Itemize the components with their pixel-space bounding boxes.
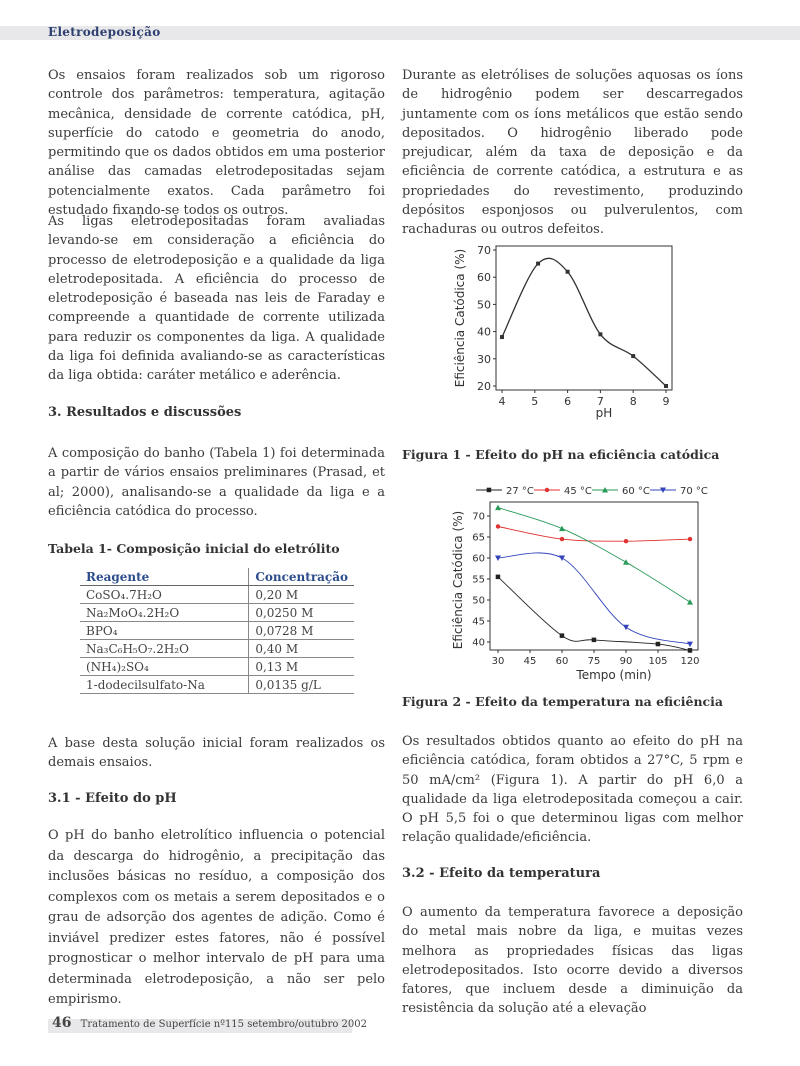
- table-cell: (NH₄)₂SO₄: [80, 658, 249, 676]
- x-tick-label: 5: [531, 395, 539, 408]
- x-tick-label: 4: [498, 395, 506, 408]
- section-3-2-heading: 3.2 - Efeito da temperatura: [402, 866, 601, 881]
- table-cell: 0,40 M: [249, 640, 354, 658]
- y-tick-label: 60: [477, 271, 491, 285]
- data-point: [496, 524, 500, 528]
- figure-1-caption: Figura 1 - Efeito do pH na eficiência catódica: [402, 447, 720, 462]
- table-caption: Tabela 1- Composição inicial do eletrólito: [48, 541, 340, 556]
- x-axis-label: Tempo (min): [576, 668, 652, 682]
- legend-label: 70 °C: [680, 486, 708, 497]
- left-paragraph-1: Os ensaios foram realizados sob um rigoroso controle dos parâmetros: temperatura, agitação mecânica, densidade de corrente catódica, pH, superfície do catodo e geometria do anodo, permitindo que os dados obtidos em uma posterior análise das camadas eletrodepositadas sejam potencialmente exatos. Cada parâmetro foi estudado fixando-se todos os outros.: [48, 68, 385, 219]
- page-number: 46: [52, 1015, 72, 1031]
- y-axis-label: Eficiência Catódica (%): [453, 248, 467, 388]
- table-cell: BPO₄: [80, 622, 249, 640]
- plot-frame: [496, 246, 672, 390]
- table-header: Reagente: [80, 568, 249, 586]
- data-point: [623, 559, 629, 565]
- x-tick-label: 8: [629, 395, 637, 408]
- table-header: Concentração: [249, 568, 354, 586]
- data-point: [560, 633, 565, 638]
- running-header: Eletrodeposição: [48, 25, 161, 39]
- data-point: [536, 262, 540, 266]
- data-point: [500, 335, 504, 339]
- x-axis-label: pH: [595, 406, 613, 420]
- x-tick-label: 6: [564, 395, 572, 408]
- plot-frame: [490, 502, 698, 650]
- table-row: [80, 586, 354, 604]
- figure-2-chart: [446, 482, 708, 690]
- data-point: [664, 384, 668, 388]
- legend-label: 60 °C: [622, 486, 650, 497]
- x-tick-label: 45: [523, 656, 537, 667]
- data-point: [624, 539, 628, 543]
- figure-2-caption: Figura 2 - Efeito da temperatura na eficiência: [402, 694, 724, 709]
- x-tick-label: 90: [619, 656, 633, 667]
- right-paragraph-3: O aumento da temperatura favorece a deposição do metal mais nobre da liga, e muitas vezes melhora as propriedades físicas das ligas eletrodepositados. Isto ocorre devido a diversos fatores, que incluem desde a diminuição da resistência da solução até a elevação: [402, 905, 743, 1017]
- table-cell: Na₂MoO₄.2H₂O: [80, 604, 249, 622]
- table-row: [80, 622, 354, 640]
- x-tick-label: 7: [596, 395, 604, 408]
- table-row: [80, 640, 354, 658]
- data-point: [592, 638, 597, 643]
- right-paragraph-2: Os resultados obtidos quanto ao efeito do pH na eficiência catódica, foram obtidos a 27°C, 5 rpm e 50 mA/cm² (Figura 1). A partir do pH 6,0 a qualidade da liga eletrodepositada começou a cair. O pH 5,5 foi o que determinou ligas com melhor relação qualidade/eficiência.: [402, 734, 743, 846]
- data-point: [495, 505, 501, 511]
- table-cell: 0,20 M: [249, 586, 354, 604]
- y-tick-label: 50: [472, 595, 485, 607]
- table-cell: 0,0728 M: [249, 622, 354, 640]
- figure-1-chart: [446, 236, 694, 436]
- y-axis-label: Eficiência Catódica (%): [451, 510, 465, 650]
- series-line: [498, 527, 690, 542]
- y-tick-label: 70: [472, 511, 485, 523]
- data-point: [545, 488, 549, 492]
- table-cell: 1-dodecilsulfato-Na: [80, 676, 249, 694]
- x-tick-label: 120: [680, 656, 700, 667]
- table-row: [80, 676, 354, 694]
- left-paragraph-3: A composição do banho (Tabela 1) foi determinada a partir de vários ensaios preliminares (Prasad, et al; 2000), analisando-se a qualidade da liga e a eficiência catódica do processo.: [48, 446, 385, 519]
- legend-label: 45 °C: [564, 486, 592, 497]
- left-paragraph-2: As ligas eletrodepositadas foram avaliadas levando-se em consideração a eficiência do processo de eletrodeposição e a qualidade da liga eletrodepositada. A eficiência do processo de eletrodeposição é baseada nas leis de Faraday e compreende a quantidade de corrente utilizada para reduzir os componentes da liga. A qualidade da liga foi definida avaliando-se as características da liga obtida: caráter metálico e aderência.: [48, 214, 385, 384]
- composition-table: [80, 568, 354, 694]
- data-point: [559, 556, 565, 562]
- y-tick-label: 20: [477, 380, 491, 393]
- right-paragraph-1: Durante as eletrólises de soluções aquosas os íons de hidrogênio podem ser descarregados juntamente com os íons metálicos que estão sendo depositados. O hidrogênio liberado pode prejudicar, além da taxa de deposição e da eficiência de corrente catódica, a estrutura e as propriedades do revestimento, produzindo depósitos esponjosos ou pulverulentos, com rachaduras ou outros defeitos.: [402, 68, 743, 238]
- data-point: [598, 332, 602, 336]
- data-point: [688, 537, 692, 541]
- legend-label: 27 °C: [506, 486, 534, 497]
- y-tick-label: 60: [472, 553, 485, 565]
- data-point: [688, 648, 693, 653]
- y-tick-label: 50: [477, 298, 491, 312]
- section-3-1-heading: 3.1 - Efeito do pH: [48, 791, 177, 806]
- footer: [52, 1015, 367, 1031]
- left-paragraph-5: O pH do banho eletrolítico influencia o potencial da descarga do hidrogênio, a precipitação das inclusões básicas no resíduo, a composição dos complexos com os metais a serem depositados e o grau de adsorção dos agentes de adição. Como é inviável predizer estes fatores, não é possível prognosticar o melhor intervalo de pH para uma determinada eletrodeposição, a não ser pelo empirismo.: [48, 828, 385, 1007]
- y-tick-label: 70: [477, 244, 491, 257]
- table-header-row: [80, 568, 354, 586]
- y-tick-label: 55: [472, 574, 485, 586]
- table-cell: 0,0250 M: [249, 604, 354, 622]
- section-3-heading: 3. Resultados e discussões: [48, 405, 242, 420]
- journal-info: Tratamento de Superfície nº115 setembro/outubro 2002: [80, 1019, 368, 1030]
- y-tick-label: 40: [472, 637, 485, 649]
- series-line: [498, 553, 690, 644]
- data-point: [631, 354, 635, 358]
- y-tick-label: 30: [477, 352, 491, 366]
- x-tick-label: 60: [555, 656, 569, 667]
- data-point: [496, 575, 501, 580]
- y-tick-label: 45: [472, 616, 485, 628]
- series-line: [502, 258, 666, 386]
- x-tick-label: 75: [587, 656, 601, 667]
- data-point: [566, 270, 570, 274]
- series-line: [498, 508, 690, 602]
- x-tick-label: 105: [648, 656, 668, 667]
- data-point: [656, 642, 661, 647]
- left-paragraph-4: A base desta solução inicial foram realizados os demais ensaios.: [48, 736, 385, 771]
- x-tick-label: 9: [662, 395, 670, 408]
- table-row: [80, 604, 354, 622]
- data-point: [559, 526, 565, 532]
- data-point: [687, 642, 693, 648]
- x-tick-label: 30: [491, 656, 505, 667]
- data-point: [560, 537, 564, 541]
- y-tick-label: 40: [477, 325, 491, 339]
- data-point: [623, 625, 629, 631]
- data-point: [487, 488, 492, 493]
- table-cell: CoSO₄.7H₂O: [80, 586, 249, 604]
- y-tick-label: 65: [472, 532, 485, 544]
- table-row: [80, 658, 354, 676]
- table-cell: 0,13 M: [249, 658, 354, 676]
- data-point: [687, 599, 693, 605]
- table-cell: 0,0135 g/L: [249, 676, 354, 694]
- table-cell: Na₃C₆H₅O₇.2H₂O: [80, 640, 249, 658]
